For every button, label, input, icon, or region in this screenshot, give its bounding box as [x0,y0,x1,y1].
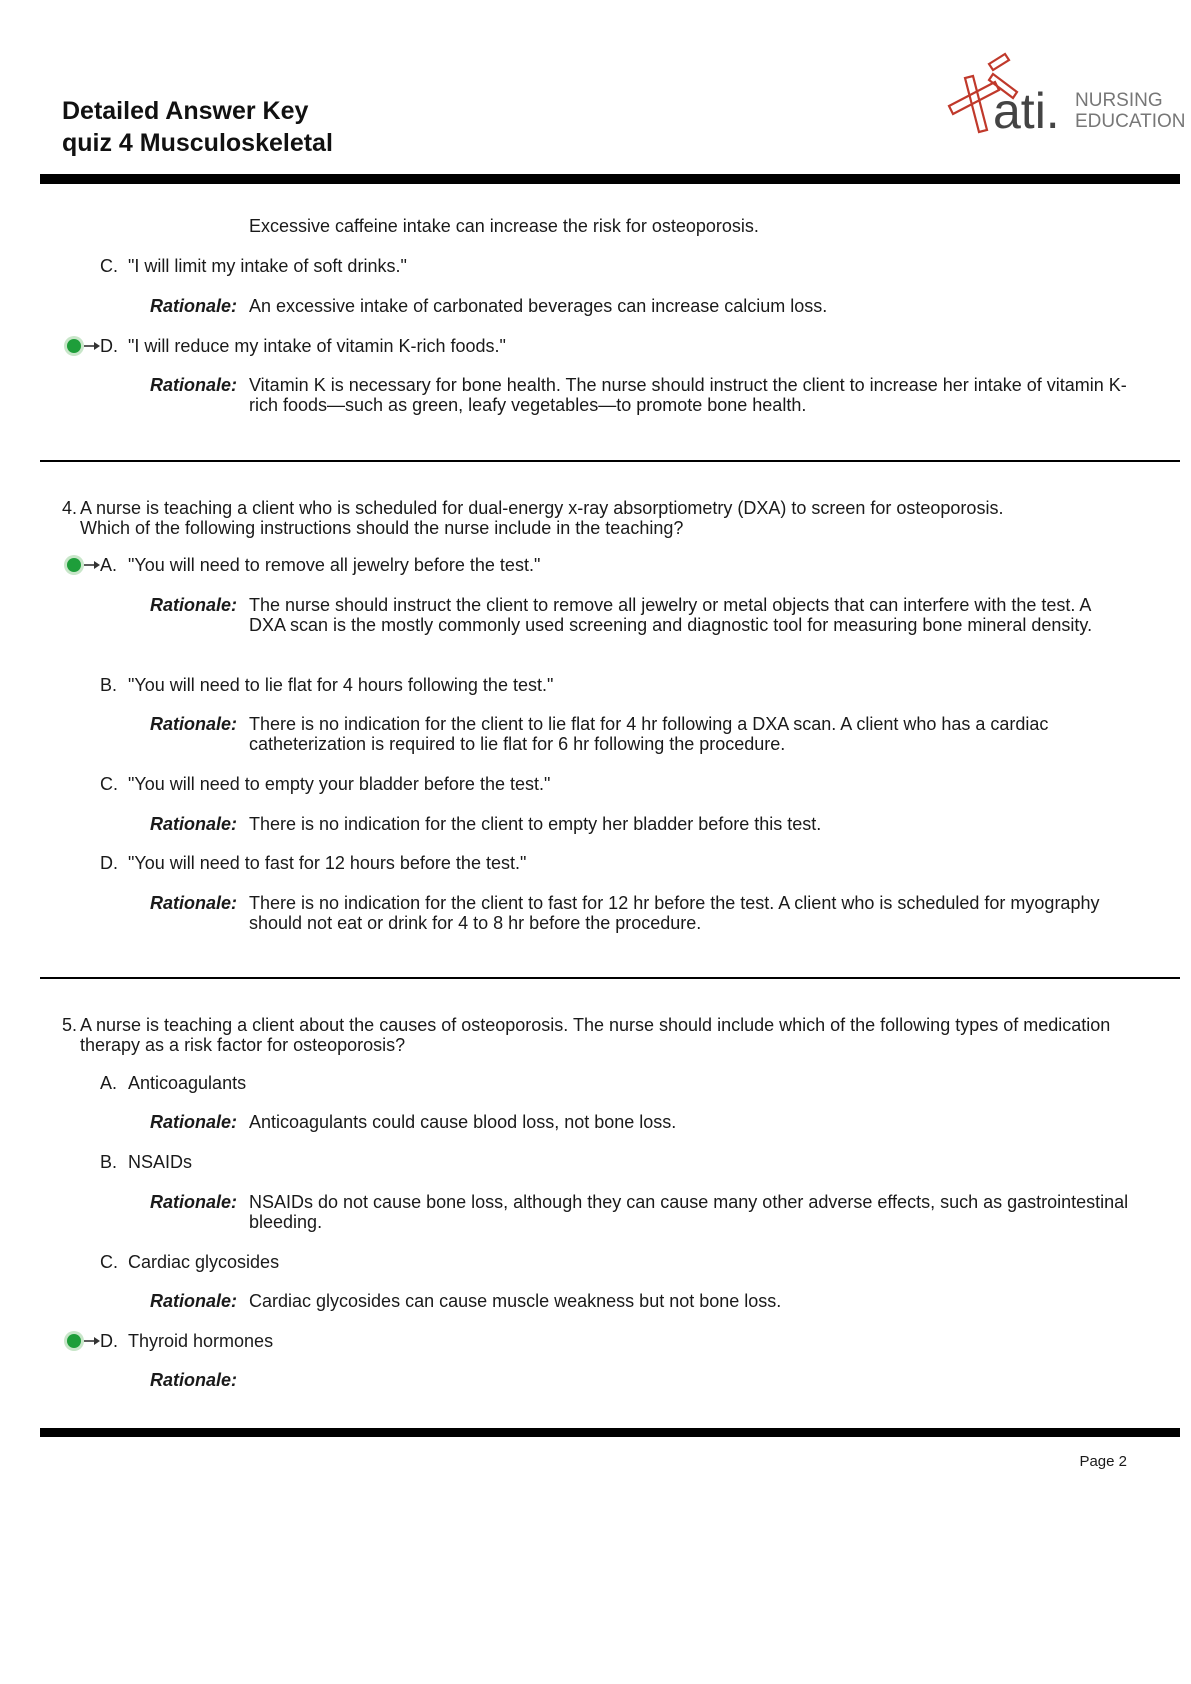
option-letter: B. [100,1152,118,1172]
correct-answer-icon [62,1329,102,1353]
logo-tagline-2: EDUCATION [1075,111,1186,132]
title-line-2: quiz 4 Musculoskeletal [62,129,333,157]
rationale-text: Anticoagulants could cause blood loss, not bone loss. [249,1112,677,1132]
q4-stem: A nurse is teaching a client who is scheduled for dual-energy x-ray absorptiometry (DXA) to screen for osteoporosis. Which of the following instructions should the nurse include in the teaching? [80,498,1004,538]
q3-option-c [100,256,407,276]
title-line-1: Detailed Answer Key [62,97,309,125]
rationale-text: NSAIDs do not cause bone loss, although they can cause many other adverse effects, such as gastrointestinal bleeding. [249,1192,1129,1232]
option-letter: A. [100,555,118,575]
rationale-text: There is no indication for the client to fast for 12 hr before the test. A client who is scheduled for myography should not eat or drink for 4 to 8 hr before the procedure. [249,893,1100,933]
q5-option-d [100,1331,273,1351]
option-letter: C. [100,774,118,794]
option-letter: D. [100,1331,118,1351]
ati-logo [935,44,1186,144]
rationale-label: Rationale: [150,1291,238,1311]
q4-option-b [100,675,553,695]
q5-stem: A nurse is teaching a client about the causes of osteoporosis. The nurse should include which of the following types of medication therapy as a risk factor for osteoporosis? [80,1015,1111,1055]
option-letter: D. [100,336,118,356]
option-text: "You will need to remove all jewelry before the test." [128,555,541,575]
q5-number: 5. [62,1015,78,1035]
option-letter: C. [100,1252,118,1272]
correct-answer-icon [62,553,102,577]
option-text: Thyroid hormones [128,1331,274,1351]
rationale-label: Rationale: [150,1370,238,1390]
document-title [62,95,333,159]
q5-option-b [100,1152,192,1172]
option-text: "You will need to empty your bladder before the test." [128,774,551,794]
rationale-label: Rationale: [150,375,238,395]
logo-tagline-1: NURSING [1075,90,1163,111]
footer-rule [40,1428,1180,1437]
option-letter: D. [100,853,118,873]
option-text: NSAIDs [128,1152,193,1172]
option-text: Cardiac glycosides [128,1252,280,1272]
q4-option-d [100,853,526,873]
q4-option-a [100,555,540,575]
rationale-text: There is no indication for the client to empty her bladder before this test. [249,814,822,834]
rationale-text: The nurse should instruct the client to remove all jewelry or metal objects that can interfere with the test. A DXA scan is the mostly commonly used screening and diagnostic tool for measuring bone mineral density. [249,595,1093,635]
q5-option-c [100,1252,279,1272]
page-number: Page 2 [1079,1453,1127,1470]
q4-number: 4. [62,498,78,518]
rationale-label: Rationale: [150,1112,238,1132]
rationale-label: Rationale: [150,714,238,734]
header-rule [40,174,1180,184]
option-text: "You will need to fast for 12 hours before the test." [128,853,527,873]
rationale-text: There is no indication for the client to lie flat for 4 hr following a DXA scan. A client who has a cardiac catheterization is required to lie flat for 6 hr following the procedure. [249,714,1049,754]
correct-answer-icon [62,334,102,358]
option-text: "You will need to lie flat for 4 hours following the test." [128,675,554,695]
option-text: "I will reduce my intake of vitamin K-rich foods." [128,336,506,356]
q3-carryover-rationale: Excessive caffeine intake can increase the risk for osteoporosis. [249,216,759,236]
question-divider [40,460,1180,462]
q4-option-c [100,774,550,794]
option-letter: C. [100,256,118,276]
option-letter: A. [100,1073,118,1093]
option-text: Anticoagulants [128,1073,247,1093]
rationale-label: Rationale: [150,1192,238,1212]
rationale-text: An excessive intake of carbonated beverages can increase calcium loss. [249,296,828,316]
rationale-text: Vitamin K is necessary for bone health. The nurse should instruct the client to increase her intake of vitamin K-rich foods—such as green, leafy vegetables—to promote bone health. [249,375,1127,415]
rationale-label: Rationale: [150,893,238,913]
rationale-label: Rationale: [150,814,238,834]
option-text: "I will limit my intake of soft drinks." [128,256,407,276]
question-divider [40,977,1180,979]
rationale-label: Rationale: [150,296,238,316]
logo-brand: ati. [993,83,1060,139]
rationale-text: Cardiac glycosides can cause muscle weakness but not bone loss. [249,1291,782,1311]
q5-option-a [100,1073,246,1093]
q3-option-d [100,336,506,356]
rationale-label: Rationale: [150,595,238,615]
option-letter: B. [100,675,118,695]
